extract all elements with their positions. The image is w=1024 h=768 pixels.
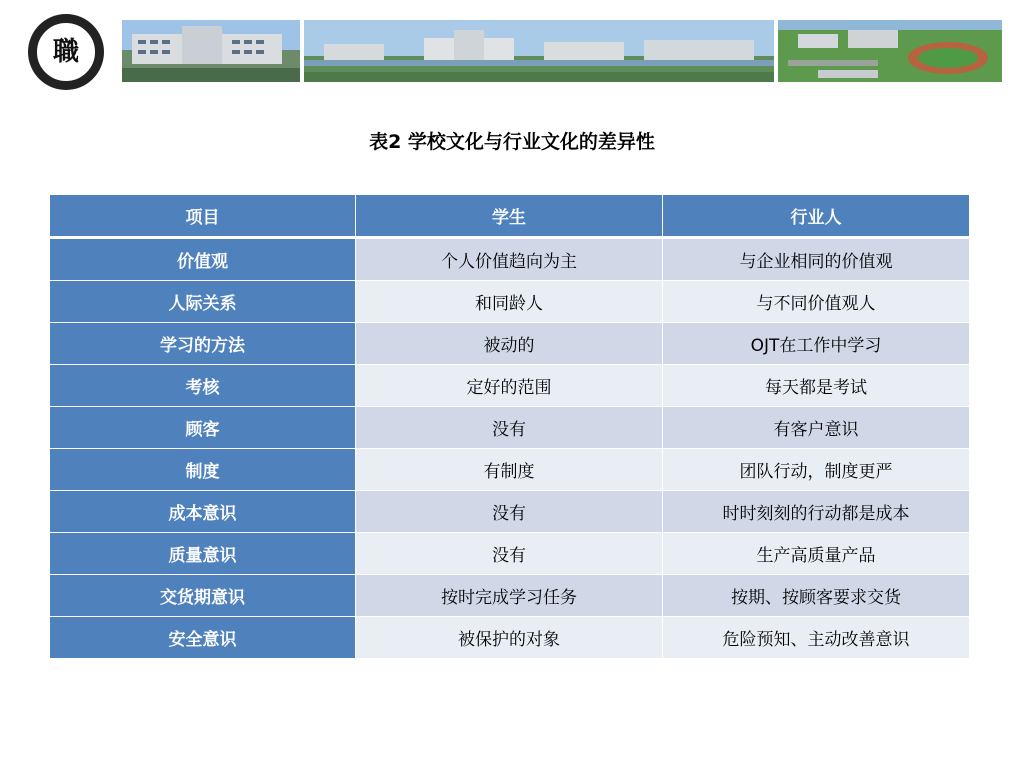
table-row	[50, 533, 970, 575]
table-header-row	[50, 195, 970, 238]
professional-cell: 与不同价值观人	[663, 281, 970, 323]
student-cell: 没有	[356, 491, 663, 533]
column-header-student: 学生	[356, 195, 663, 238]
student-cell: 被动的	[356, 323, 663, 365]
row-header: 人际关系	[50, 281, 356, 323]
table-row	[50, 281, 970, 323]
student-cell: 被保护的对象	[356, 617, 663, 659]
table-row	[50, 491, 970, 533]
row-header: 制度	[50, 449, 356, 491]
professional-cell: 按期、按顾客要求交货	[663, 575, 970, 617]
row-header: 顾客	[50, 407, 356, 449]
table-row	[50, 365, 970, 407]
professional-cell: 时时刻刻的行动都是成本	[663, 491, 970, 533]
student-cell: 定好的范围	[356, 365, 663, 407]
student-cell: 没有	[356, 533, 663, 575]
professional-cell: 每天都是考试	[663, 365, 970, 407]
row-header: 学习的方法	[50, 323, 356, 365]
professional-cell: 团队行动，制度更严	[663, 449, 970, 491]
row-header: 交货期意识	[50, 575, 356, 617]
row-header: 安全意识	[50, 617, 356, 659]
student-cell: 个人价值趋向为主	[356, 238, 663, 281]
school-logo	[28, 14, 104, 90]
table-title: 表2 学校文化与行业文化的差异性	[369, 131, 655, 153]
student-cell: 按时完成学习任务	[356, 575, 663, 617]
comparison-table	[49, 194, 970, 659]
table-row	[50, 238, 970, 281]
row-header: 价值观	[50, 238, 356, 281]
table-row	[50, 407, 970, 449]
student-cell: 有制度	[356, 449, 663, 491]
logo-character: 職	[52, 37, 79, 67]
row-header: 考核	[50, 365, 356, 407]
student-cell: 和同龄人	[356, 281, 663, 323]
row-header: 质量意识	[50, 533, 356, 575]
campus-panorama-photo	[304, 20, 774, 82]
professional-cell: 危险预知、主动改善意识	[663, 617, 970, 659]
campus-building-photo	[122, 20, 300, 82]
column-header-item: 项目	[50, 195, 356, 238]
professional-cell: 生产高质量产品	[663, 533, 970, 575]
column-header-professional: 行业人	[663, 195, 970, 238]
logo-emblem	[35, 21, 97, 83]
table-row	[50, 617, 970, 659]
table-row	[50, 323, 970, 365]
row-header: 成本意识	[50, 491, 356, 533]
professional-cell: 有客户意识	[663, 407, 970, 449]
professional-cell: OJT在工作中学习	[663, 323, 970, 365]
table-row	[50, 575, 970, 617]
campus-aerial-photo	[778, 20, 1002, 82]
table-row	[50, 449, 970, 491]
professional-cell: 与企业相同的价值观	[663, 238, 970, 281]
student-cell: 没有	[356, 407, 663, 449]
